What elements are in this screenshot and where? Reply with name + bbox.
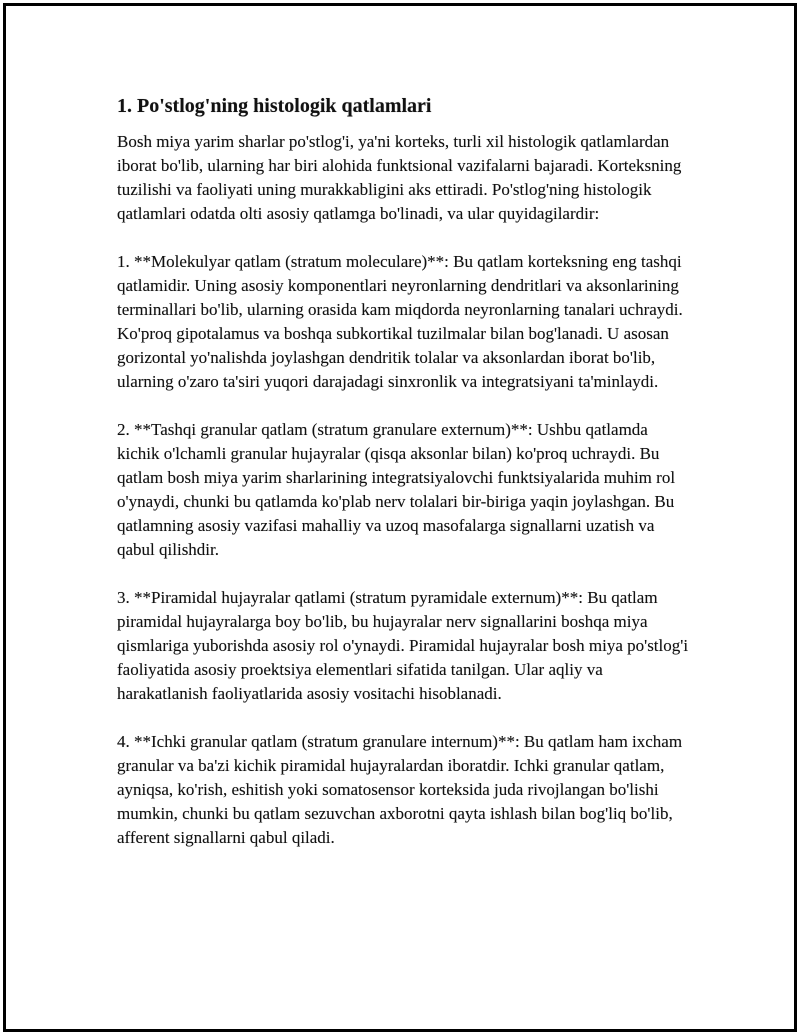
layer-4-paragraph: 4. **Ichki granular qatlam (stratum granulare internum)**: Bu qatlam ham ixcham granular va ba'zi kichik piramidal hujayralardan iboratdir. Ichki granular qatlam, ayniqsa, ko'rish, eshitish yoki somatosensor korteksida juda rivojlangan bo'lishi mumkin, chunki bu qatlam sezuvchan axborotni qayta ishlash bilan bog'liq bo'lib, afferent signallarni qabul qiladi. — [117, 732, 683, 847]
layer-1-paragraph: 1. **Molekulyar qatlam (stratum moleculare)**: Bu qatlam korteksning eng tashqi qatlamidir. Uning asosiy komponentlari neyronlarning dendritlari va aksonlarining terminallari bo'lib, ularning orasida kam miqdorda neyronlarning tanalari uchraydi. Ko'proq gipotalamus va boshqa subkortikal tuzilmalar bilan bog'lanadi. U asosan gorizontal yo'nalishda joylashgan dendritik tolalar va aksonlardan iborat bo'lib, ularning o'zaro ta'siri yuqori darajadagi sinxronlik va integratsiyani ta'minlaydi. — [117, 252, 683, 391]
layer-2-paragraph: 2. **Tashqi granular qatlam (stratum granulare externum)**: Ushbu qatlamda kichik o'lchamli granular hujayralar (qisqa aksonlar bilan) ko'proq uchraydi. Bu qatlam bosh miya yarim sharlarining integratsiyalovchi funktsiyalarida muhim rol o'ynaydi, chunki bu qatlamda ko'plab nerv tolalari bir-biriga yaqin joylashgan. Bu qatlamning asosiy vazifasi mahalliy va uzoq masofalarga signallarni uzatish va qabul qilishdir. — [117, 420, 676, 559]
intro-paragraph: Bosh miya yarim sharlar po'stlog'i, ya'ni korteks, turli xil histologik qatlamlardan iborat bo'lib, ularning har biri alohida funktsional vazifalarni bajaradi. Korteksning tuzilishi va faoliyati uning murakkabligini aks ettiradi. Po'stlog'ning histologik qatlamlari odatda olti asosiy qatlamga bo'linadi, va ular quyidagilardir: — [117, 132, 682, 223]
layer-3-paragraph: 3. **Piramidal hujayralar qatlami (stratum pyramidale externum)**: Bu qatlam piramidal hujayralarga boy bo'lib, bu hujayralar nerv signallarini boshqa miya qismlariga yuborishda asosiy rol o'ynaydi. Piramidal hujayralar bosh miya po'stlog'i faoliyatida asosiy proektsiya elementlari sifatida tanilgan. Ular aqliy va harakatlanish faoliyatlarida asosiy vositachi hisoblanadi. — [117, 588, 689, 703]
section-heading: 1. Po'stlog'ning histologik qatlamlari — [117, 95, 432, 117]
document-body — [117, 92, 693, 874]
